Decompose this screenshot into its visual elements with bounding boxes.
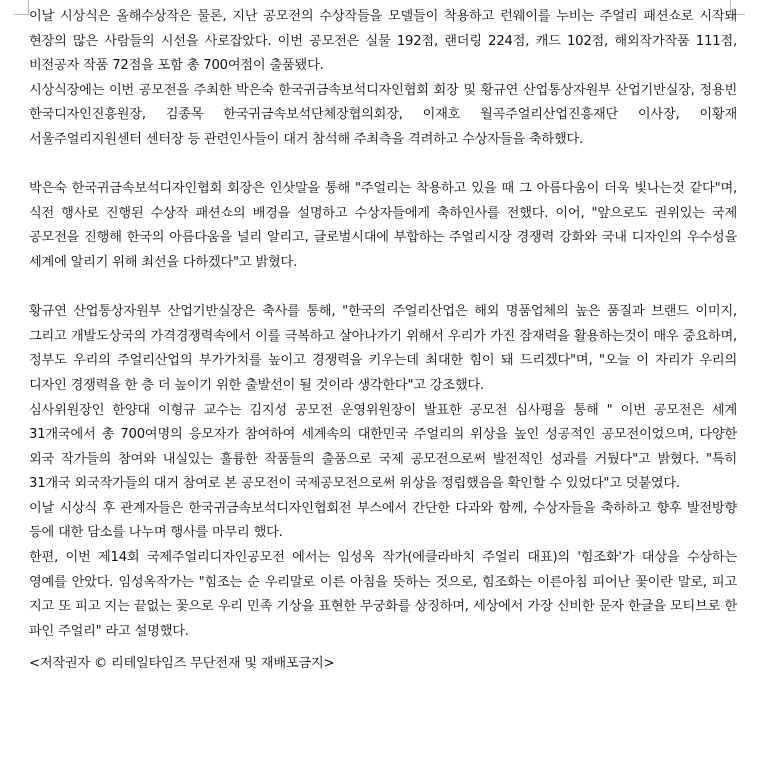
article-paragraph-3: 박은숙 한국귀금속보석디자인협회 회장은 인삿말을 통해 "주얼리는 착용하고 있을 때 그 아름다움이 더욱 빛나는것 같다"며, 식전 행사로 진행된 수상작 패션쇼의 배경을 설명하고 수상자들에게 축하인사를 전했다. 이어, "앞으로도 권위있는 국제 공모전을 진행해 한국의 아름다움을 널리 알리고, 글로벌시대에 부합하는 주얼리시장 경쟁력 강화와 국내 디자인의 우수성을 세계에 알리기 위해 최선을 다하겠다"고 밝혔다. — [29, 181, 737, 270]
article-body — [29, 5, 737, 677]
article-paragraph-1: 이날 시상식은 올해수상작은 물론, 지난 공모전의 수상작들을 모델들이 착용하고 런웨이를 누비는 주얼리 패션쇼로 시작돼 현장의 많은 사람들의 시선을 사로잡았다. 이번 공모전은 실물 192점, 랜더링 224점, 캐드 102점, 해외작가작품 111점, 비전공자 작품 72점을 포함 총 700여점이 출품됐다. — [29, 9, 737, 74]
copyright-notice: <저작권자 © 리테일타임즈 무단전재 및 재배포금지> — [29, 656, 335, 672]
paragraph-spacer — [29, 276, 737, 301]
article-paragraph-4: 황규연 산업통상자원부 산업기반실장은 축사를 통해, "한국의 주얼리산업은 해외 명품업체의 높은 품질과 브랜드 이미지, 그리고 개발도상국의 가격경쟁력속에서 이를 극복하고 살아나가기 위해서 우리가 가진 잠재력을 활용하는것이 매우 중요하며, 정부도 우리의 주얼리산업의 부가가치를 높이고 경쟁력을 키우는데 최대한 힘이 돼 드리겠다"며, "오늘 이 자리가 우리의 디자인 경쟁력을 한 층 더 높이기 위한 출발선이 될 것이라 생각한다"고 강조했다. — [29, 304, 737, 393]
article-paragraph-7: 한편, 이번 제14회 국제주얼리디자인공모전 에서는 임성옥 작가(에클라바치 주얼리 대표)의 '힘조화'가 대상을 수상하는 영예를 안았다. 임성옥작가는 "힘조는 순 우리말로 이른 아침을 뜻하는 것으로, 힘조화는 이른아침 피어난 꽃이란 말로, 피고 지고 또 피고 지는 끝없는 꽃으로 우리 민족 기상을 표현한 무궁화를 상징하며, 세상에서 가장 신비한 문자 한글을 모티브로 한 파인 주얼리" 라고 설명했다. — [29, 550, 737, 639]
article-paragraph-6: 이날 시상식 후 관계자들은 한국귀금속보석디자인협회전 부스에서 간단한 다과와 함께, 수상자들을 축하하고 향후 발전방향 등에 대한 담소를 나누며 행사를 마무리 했다. — [29, 500, 737, 541]
article-paragraph-2: 시상식장에는 이번 공모전을 주최한 박은숙 한국귀금속보석디자인협회 회장 및 황규연 산업통상자원부 산업기반실장, 정용빈 한국디자인진흥원장, 김종목 한국귀금속보석단체장협의회장, 이재호 월곡주얼리산업진흥재단 이사장, 이황재 서울주얼리지원센터 센터장 등 관련인사들이 대거 참석해 주최측을 격려하고 수상자들을 축하했다. — [29, 82, 737, 147]
article-paragraph-5: 심사위원장인 한양대 이형규 교수는 김지성 공모전 운영위원장이 발표한 공모전 심사평을 통해 " 이번 공모전은 세계 31개국에서 총 700여명의 응모자가 참여하여 세계속의 대한민국 주얼리의 위상을 높인 성공적인 공모전이었으며, 다양한 외국 작가들의 참여와 내실있는 훌륭한 작품들의 출품으로 국제 공모전으로써 발전적인 성과를 거뒀다"고 밝혔다. "특히 31개국 외국작가들의 대거 참여로 본 공모전이 국제공모전으로써 위상을 정립했음을 확인할 수 있었다"고 덧붙였다. — [29, 402, 737, 492]
paragraph-spacer — [29, 153, 737, 178]
page-corner-mark-left — [14, 0, 29, 15]
